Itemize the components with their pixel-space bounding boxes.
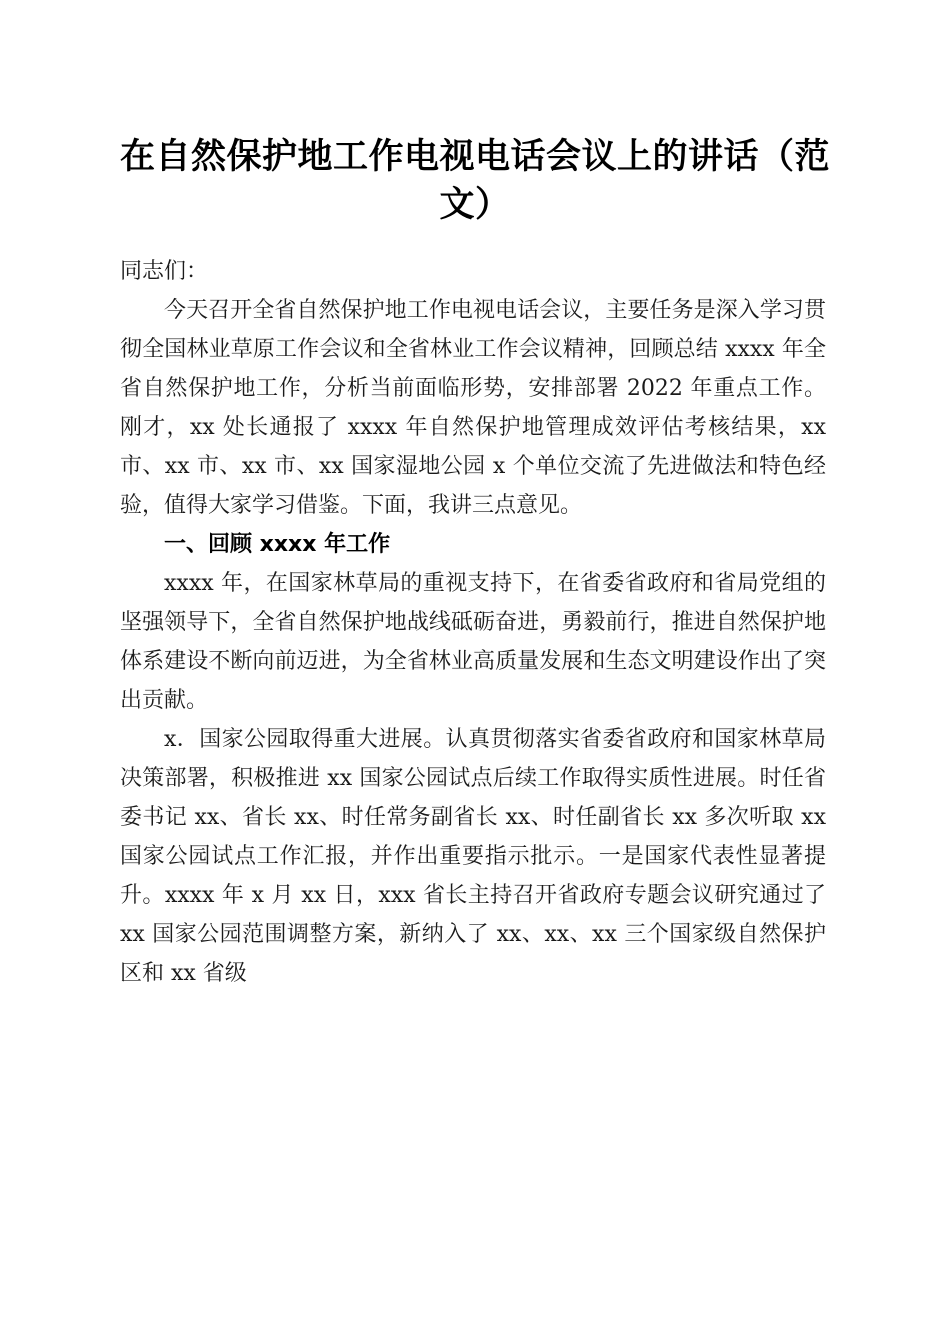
paragraph-intro: 今天召开全省自然保护地工作电视电话会议，主要任务是深入学习贯彻全国林业草原工作会议和全省林业工作会议精神，回顾总结 xxxx 年全省自然保护地工作，分析当前面临形势，安排部署 2022 年重点工作。刚才，xx 处长通报了 xxxx 年自然保护地管理成效评估考核结果，xx 市、xx 市、xx 市、xx 国家湿地公园 x 个单位交流了先进做法和特色经验，值得大家学习借鉴。下面，我讲三点意见。 xyxy=(120,298,826,518)
document-title xyxy=(110,133,840,229)
document-body xyxy=(120,252,826,993)
paragraph-review: xxxx 年，在国家林草局的重视支持下，在省委省政府和省局党组的坚强领导下，全省自然保护地战线砥砺奋进，勇毅前行，推进自然保护地体系建设不断向前迈进，为全省林业高质量发展和生态文明建设作出了突出贡献。 xyxy=(120,571,826,713)
title-line-1: 在自然保护地工作电视电话会议上的讲话（范 xyxy=(119,136,830,177)
section-heading-1: 一、回顾 xxxx 年工作 xyxy=(164,532,391,557)
salutation: 同志们： xyxy=(120,259,209,284)
paragraph-national-park: x．国家公园取得重大进展。认真贯彻落实省委省政府和国家林草局决策部署，积极推进 xx 国家公园试点后续工作取得实质性进展。时任省委书记 xx、省长 xx、时任常务副省长 xx、时任副省长 xx 多次听取 xx 国家公园试点工作汇报，并作出重要指示批示。一是国家代表性显著提升。xxxx 年 x 月 xx 日，xxx 省长主持召开省政府专题会议研究通过了 xx 国家公园范围调整方案，新纳入了 xx、xx、xx 三个国家级自然保护区和 xx 省级 xyxy=(120,727,826,986)
title-line-2: 文） xyxy=(439,184,511,225)
